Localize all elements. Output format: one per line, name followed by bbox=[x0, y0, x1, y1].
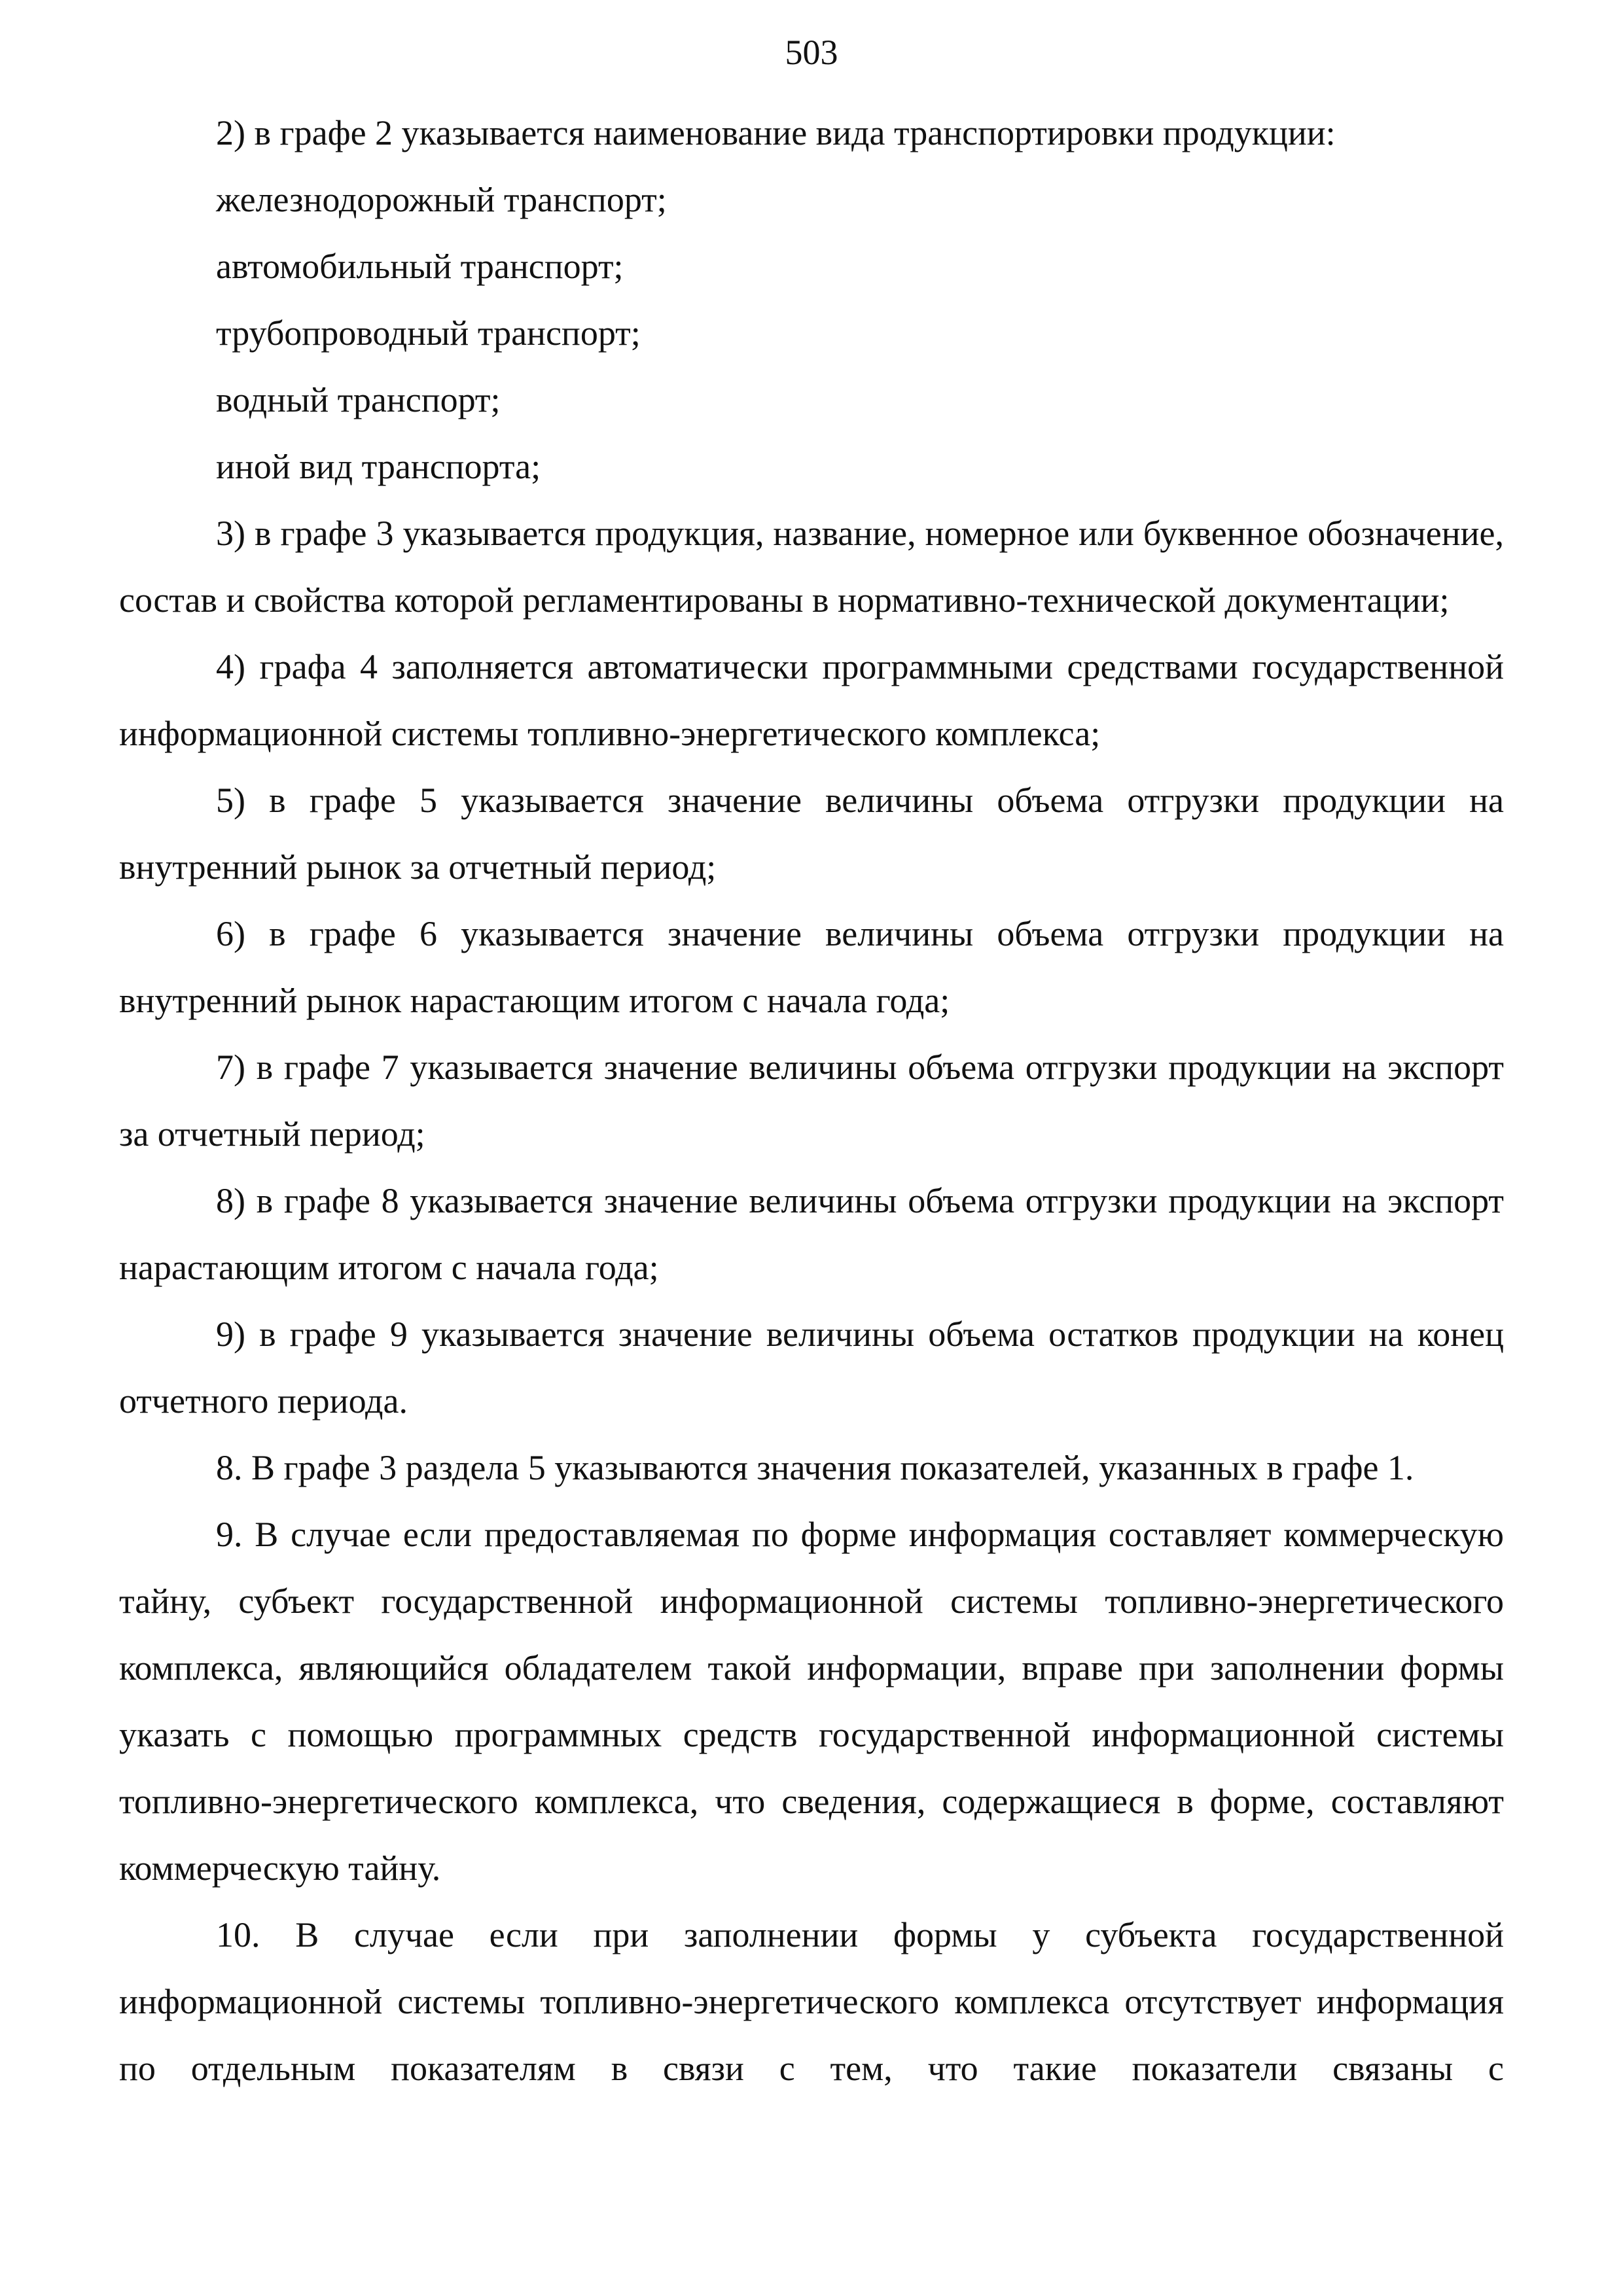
page-number: 503 bbox=[785, 33, 838, 72]
document-body bbox=[119, 99, 1504, 2102]
clause-9: 9. В случае если предоставляемая по форме информация составляет коммерческую тайну, субъект государственной информационной системы топливно-энергетического комплекса, являющийся обладателем такой информации, вправе при заполнении формы указать с помощью программных средств государственной информационной системы топливно-энергетического комплекса, что сведения, содержащиеся в форме, составляют коммерческую тайну. bbox=[119, 1515, 1504, 1888]
transport-type-pipeline: трубопроводный транспорт; bbox=[216, 313, 641, 353]
paragraph-item-8: 8) в графе 8 указывается значение величины объема отгрузки продукции на экспорт нарастающим итогом с начала года; bbox=[119, 1181, 1504, 1287]
paragraph-item-3: 3) в графе 3 указывается продукция, название, номерное или буквенное обозначение, состав и свойства которой регламентированы в нормативно-технической документации; bbox=[119, 514, 1504, 620]
paragraph-item-4: 4) графа 4 заполняется автоматически программными средствами государственной информационной системы топливно-энергетического комплекса; bbox=[119, 647, 1504, 753]
paragraph-item-7: 7) в графе 7 указывается значение величины объема отгрузки продукции на экспорт за отчетный период; bbox=[119, 1048, 1504, 1154]
transport-type-railway: железнодорожный транспорт; bbox=[216, 180, 667, 219]
transport-type-water: водный транспорт; bbox=[216, 380, 501, 419]
transport-type-road: автомобильный транспорт; bbox=[216, 247, 624, 286]
clause-8: 8. В графе 3 раздела 5 указываются значения показателей, указанных в графе 1. bbox=[216, 1448, 1414, 1487]
transport-type-other: иной вид транспорта; bbox=[216, 447, 541, 486]
paragraph-item-9: 9) в графе 9 указывается значение величины объема остатков продукции на конец отчетного периода. bbox=[119, 1315, 1504, 1421]
paragraph-item-6: 6) в графе 6 указывается значение величины объема отгрузки продукции на внутренний рынок нарастающим итогом с начала года; bbox=[119, 914, 1504, 1020]
paragraph-item-5: 5) в графе 5 указывается значение величины объема отгрузки продукции на внутренний рынок за отчетный период; bbox=[119, 781, 1504, 887]
paragraph-item-2: 2) в графе 2 указывается наименование вида транспортировки продукции: bbox=[216, 113, 1336, 152]
clause-10: 10. В случае если при заполнении формы у субъекта государственной информационной системы топливно-энергетического комплекса отсутствует информация по отдельным показателям в связи с тем, что такие показатели связаны с bbox=[119, 1915, 1504, 2088]
